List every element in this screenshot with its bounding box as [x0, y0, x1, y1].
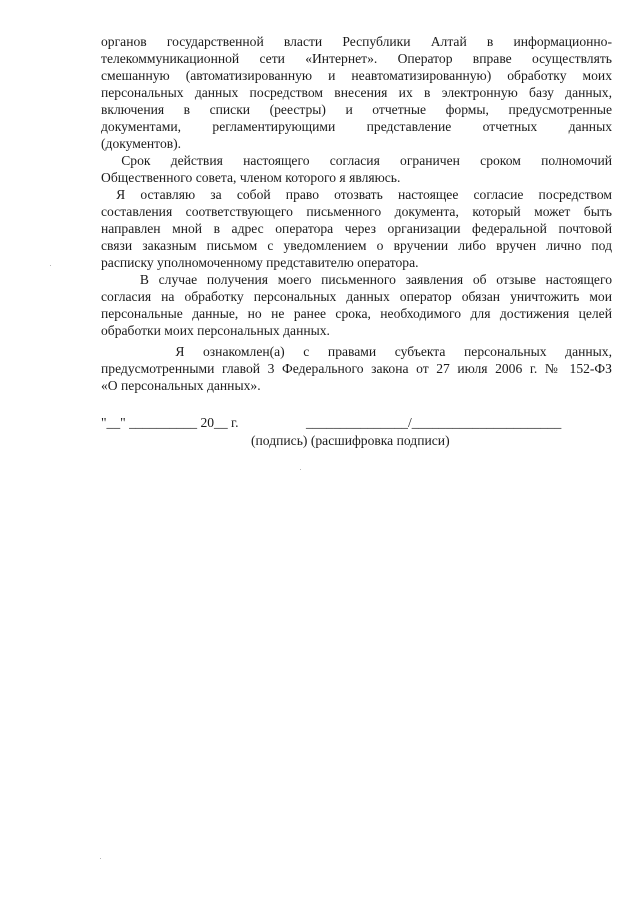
- text-line: документами, регламентирующими представление отчетных данных: [101, 119, 612, 134]
- date-field[interactable]: "__" __________ 20__ г.: [101, 415, 239, 430]
- text-line: Я оставляю за собой право отозвать настоящее согласие посредством: [101, 187, 612, 202]
- signature-caption: (подпись) (расшифровка подписи): [251, 433, 450, 448]
- text-line: Общественного совета, членом которого я являюсь.: [101, 170, 401, 185]
- text-line: согласия на обработку персональных данных оператор обязан уничтожить мои: [101, 289, 612, 304]
- scan-speck: [50, 265, 51, 266]
- text-line: смешанную (автоматизированную и неавтоматизированную) обработку моих: [101, 68, 612, 83]
- text-line: связи заказным письмом с уведомлением о вручении либо вручен лично под: [101, 238, 612, 253]
- text-line: В случае получения моего письменного заявления об отзыве настоящего: [101, 272, 612, 287]
- text-line: предусмотренными главой 3 Федерального закона от 27 июля 2006 г. № 152-ФЗ: [101, 361, 612, 376]
- text-line: органов государственной власти Республики Алтай в информационно-: [101, 34, 612, 49]
- text-line: включения в списки (реестры) и отчетные формы, предусмотренные: [101, 102, 612, 117]
- signature-field[interactable]: _______________/______________________: [306, 415, 562, 430]
- text-line: обработки моих персональных данных.: [101, 323, 330, 338]
- text-line: (документов).: [101, 136, 182, 151]
- text-line: телекоммуникационной сети «Интернет». Оператор вправе осуществлять: [101, 51, 612, 66]
- text-line: составления соответствующего письменного документа, который может быть: [101, 204, 612, 219]
- text-line: Я ознакомлен(а) с правами субъекта персональных данных,: [101, 344, 612, 359]
- text-line: расписку уполномоченному представителю оператора.: [101, 255, 419, 270]
- text-line: Срок действия настоящего согласия ограничен сроком полномочий: [101, 153, 612, 168]
- text-line: «О персональных данных».: [101, 378, 261, 393]
- text-line: персональные данные, но не ранее срока, необходимого для достижения целей: [101, 306, 612, 321]
- text-line: персональных данных посредством внесения их в электронную базу данных,: [101, 85, 612, 100]
- scan-speck: [100, 858, 101, 859]
- text-line: направлен мной в адрес оператора через организации федеральной почтовой: [101, 221, 612, 236]
- scan-speck: [300, 469, 301, 470]
